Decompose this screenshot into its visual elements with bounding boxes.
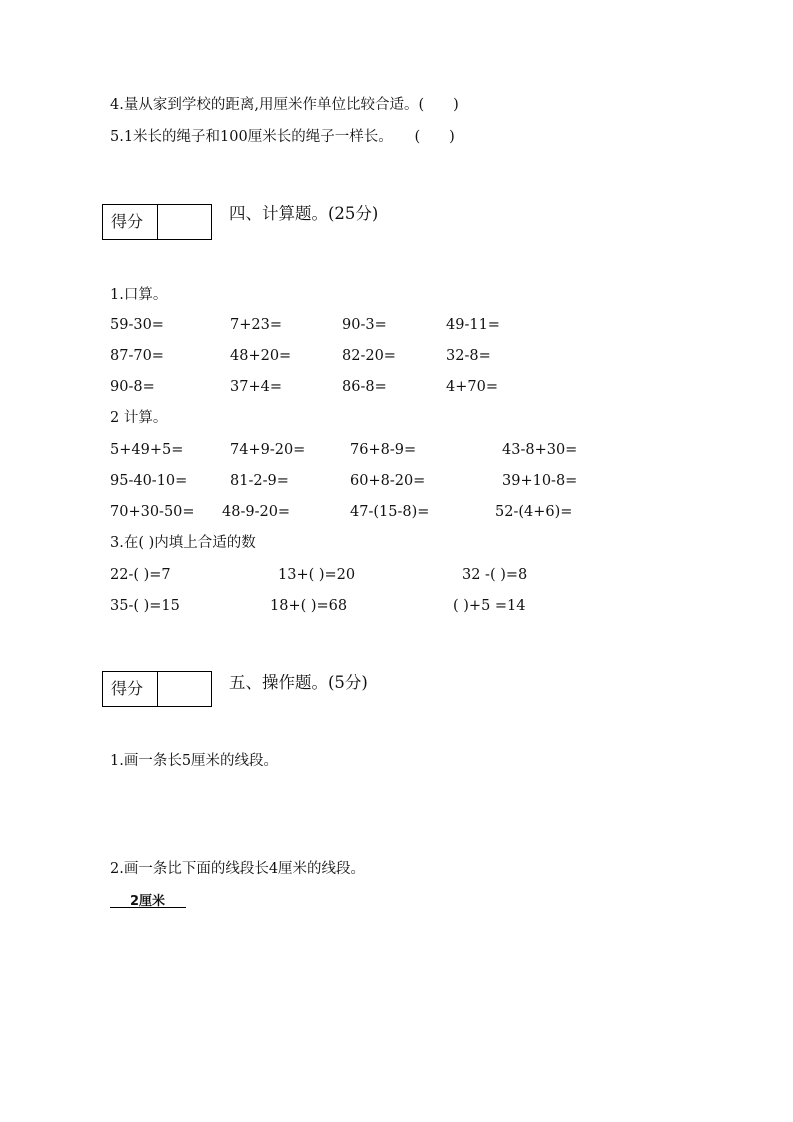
calc-item: 74+9-20= — [230, 442, 306, 458]
fill-blank-item: 32 -( )=8 — [462, 567, 528, 583]
reference-segment — [110, 907, 186, 908]
calc-item: 39+10-8= — [502, 473, 578, 489]
fill-blank-item: 35-( )=15 — [110, 598, 180, 614]
score-blank — [158, 672, 211, 706]
oral-calc-item: 90-3= — [342, 317, 387, 333]
fill-blank-item: 22-( )=7 — [110, 567, 171, 583]
score-label: 得分 — [103, 672, 158, 706]
q3-heading: 3.在( )内填上合适的数 — [110, 535, 256, 551]
oral-calc-item: 49-11= — [446, 317, 500, 333]
oral-calc-item: 90-8= — [110, 379, 155, 395]
score-box-section5 — [102, 671, 212, 707]
fill-blank-item: ( )+5 =14 — [453, 598, 526, 614]
draw-q1: 1.画一条长5厘米的线段。 — [110, 753, 279, 769]
segment-label: 2厘米 — [130, 894, 166, 909]
fill-blank-item: 13+( )=20 — [278, 567, 356, 583]
q2-heading: 2 计算。 — [110, 410, 168, 426]
q1-heading: 1.口算。 — [110, 287, 168, 303]
calc-item: 81-2-9= — [230, 473, 289, 489]
calc-item: 43-8+30= — [502, 442, 578, 458]
calc-item: 70+30-50= — [110, 504, 195, 520]
section5-title: 五、操作题。(5分) — [229, 673, 368, 692]
oral-calc-item: 82-20= — [342, 348, 396, 364]
oral-calc-item: 37+4= — [230, 379, 282, 395]
oral-calc-item: 48+20= — [230, 348, 292, 364]
judgement-item-4: 4.量从家到学校的距离,用厘米作单位比较合适。( ) — [110, 97, 459, 113]
oral-calc-item: 7+23= — [230, 317, 282, 333]
section4-title: 四、计算题。(25分) — [229, 204, 379, 223]
calc-item: 47-(15-8)= — [350, 504, 430, 520]
oral-calc-item: 4+70= — [446, 379, 498, 395]
calc-item: 5+49+5= — [110, 442, 184, 458]
score-blank — [158, 205, 211, 239]
oral-calc-item: 32-8= — [446, 348, 491, 364]
calc-item: 52-(4+6)= — [495, 504, 573, 520]
oral-calc-item: 87-70= — [110, 348, 164, 364]
calc-item: 48-9-20= — [222, 504, 291, 520]
judgement-item-5: 5.1米长的绳子和100厘米长的绳子一样长。 ( ) — [110, 129, 455, 145]
calc-item: 95-40-10= — [110, 473, 188, 489]
calc-item: 76+8-9= — [350, 442, 417, 458]
calc-item: 60+8-20= — [350, 473, 426, 489]
fill-blank-item: 18+( )=68 — [270, 598, 348, 614]
score-box-section4 — [102, 204, 212, 240]
oral-calc-item: 86-8= — [342, 379, 387, 395]
score-label: 得分 — [103, 205, 158, 239]
oral-calc-item: 59-30= — [110, 317, 164, 333]
draw-q2: 2.画一条比下面的线段长4厘米的线段。 — [110, 861, 366, 877]
